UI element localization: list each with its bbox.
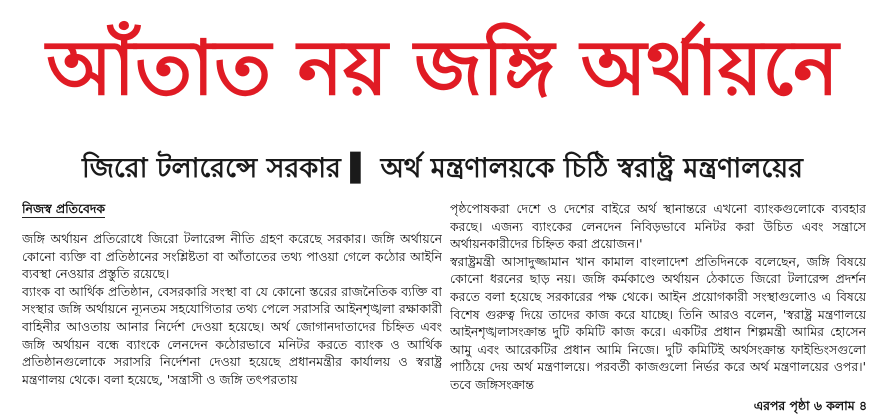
byline: নিজস্ব প্রতিবেদক [22, 201, 106, 216]
paragraph: জঙ্গি অর্থায়ন প্রতিরোধে জিরো টলারেন্স নীতি গ্রহণ করেছে সরকার। জঙ্গি অর্থায়নে কোনো ব্যক্তি বা প্রতিষ্ঠানের সংশ্লিষ্টতা বা আঁতাতের তথ্য পাওয়া গেলে কঠোর আইনি ব্যবস্থা নেওয়ার প্রস্তুতি রয়েছে। [22, 231, 442, 282]
continued-note: এরপর পৃষ্ঠা ৬ কলাম ৪ [753, 398, 867, 413]
subheadline: জিরো টলারেন্সে সরকার ▌ অর্থ মন্ত্রণালয়কে চিঠি স্বরাষ্ট্র মন্ত্রণালয়ের [81, 152, 803, 184]
headline: আঁতাত নয় জঙ্গি অর্থায়নে [46, 23, 839, 112]
left-column [22, 200, 442, 420]
paragraph: পৃষ্ঠপোষকরা দেশে ও দেশের বাইরে অর্থ স্থানান্তরে এখনো ব্যাংকগুলোকে ব্যবহার করছে। এজন্য ব্যাংকের লেনদেন নিবিড়ভাবে মনিটর করা উচিত এবং সন্ত্রাসে অর্থায়নকারীদের চিহ্নিত করা প্রয়োজন।' [450, 201, 866, 252]
right-column [450, 200, 866, 420]
paragraph: স্বরাষ্ট্রমন্ত্রী আসাদুজ্জামান খান কামাল বাংলাদেশ প্রতিদিনকে বলেছেন, জঙ্গি বিষয়ে কোনো ধরনের ছাড় নয়। জঙ্গি কর্মকাণ্ডে অর্থায়ন ঠেকাতে জিরো টলারেন্স প্রদর্শন করতে বলা হয়েছে সরকারের পক্ষ থেকে। আইন প্রয়োগকারী সংস্থাগুলোও এ বিষয়ে বিশেষ গুরুত্ব দিয়ে তাদের কাজ করে যাচ্ছে। তিনি আরও বলেন, 'স্বরাষ্ট্র মন্ত্রণালয়ে আইনশৃঙ্খলাসংক্রান্ত দুটি কমিটি কাজ করে। একটির প্রধান শিল্পমন্ত্রী আমির হোসেন আমু এবং আরেকটির প্রধান আমি নিজে। দুটি কমিটিই অর্থসংক্রান্ত ফাইন্ডিংসগুলো পাঠিয়ে দেয় অর্থ মন্ত্রণালয়ে। পরবর্তী কাজগুলো নির্ভর করে অর্থ মন্ত্রণালয়ের ওপর।' তবে জঙ্গিসংক্রান্ত [450, 253, 866, 392]
paragraph: ব্যাংক বা আর্থিক প্রতিষ্ঠান, বেসরকারি সংস্থা বা যে কোনো স্তরের রাজনৈতিক ব্যক্তি বা সংস্থার জঙ্গি অর্থায়নে ন্যূনতম সহযোগিতার তথ্য পেলে সরাসরি আইনশৃঙ্খলা রক্ষাকারী বাহিনীর আওতায় আনার নির্দেশ দেওয়া হয়েছে। অর্থ জোগানদাতাদের চিহ্নিত এবং জঙ্গি অর্থায়ন বন্ধে ব্যাংকে লেনদেন কঠোরভাবে মনিটর করতে ব্যাংক ও আর্থিক প্রতিষ্ঠানগুলোকে সরাসরি নির্দেশনা দেওয়া হয়েছে প্রধানমন্ত্রীর কার্যালয় ও স্বরাষ্ট্র মন্ত্রণালয় থেকে। বলা হয়েছে, 'সন্ত্রাসী ও জঙ্গি তৎপরতায় [22, 283, 442, 387]
